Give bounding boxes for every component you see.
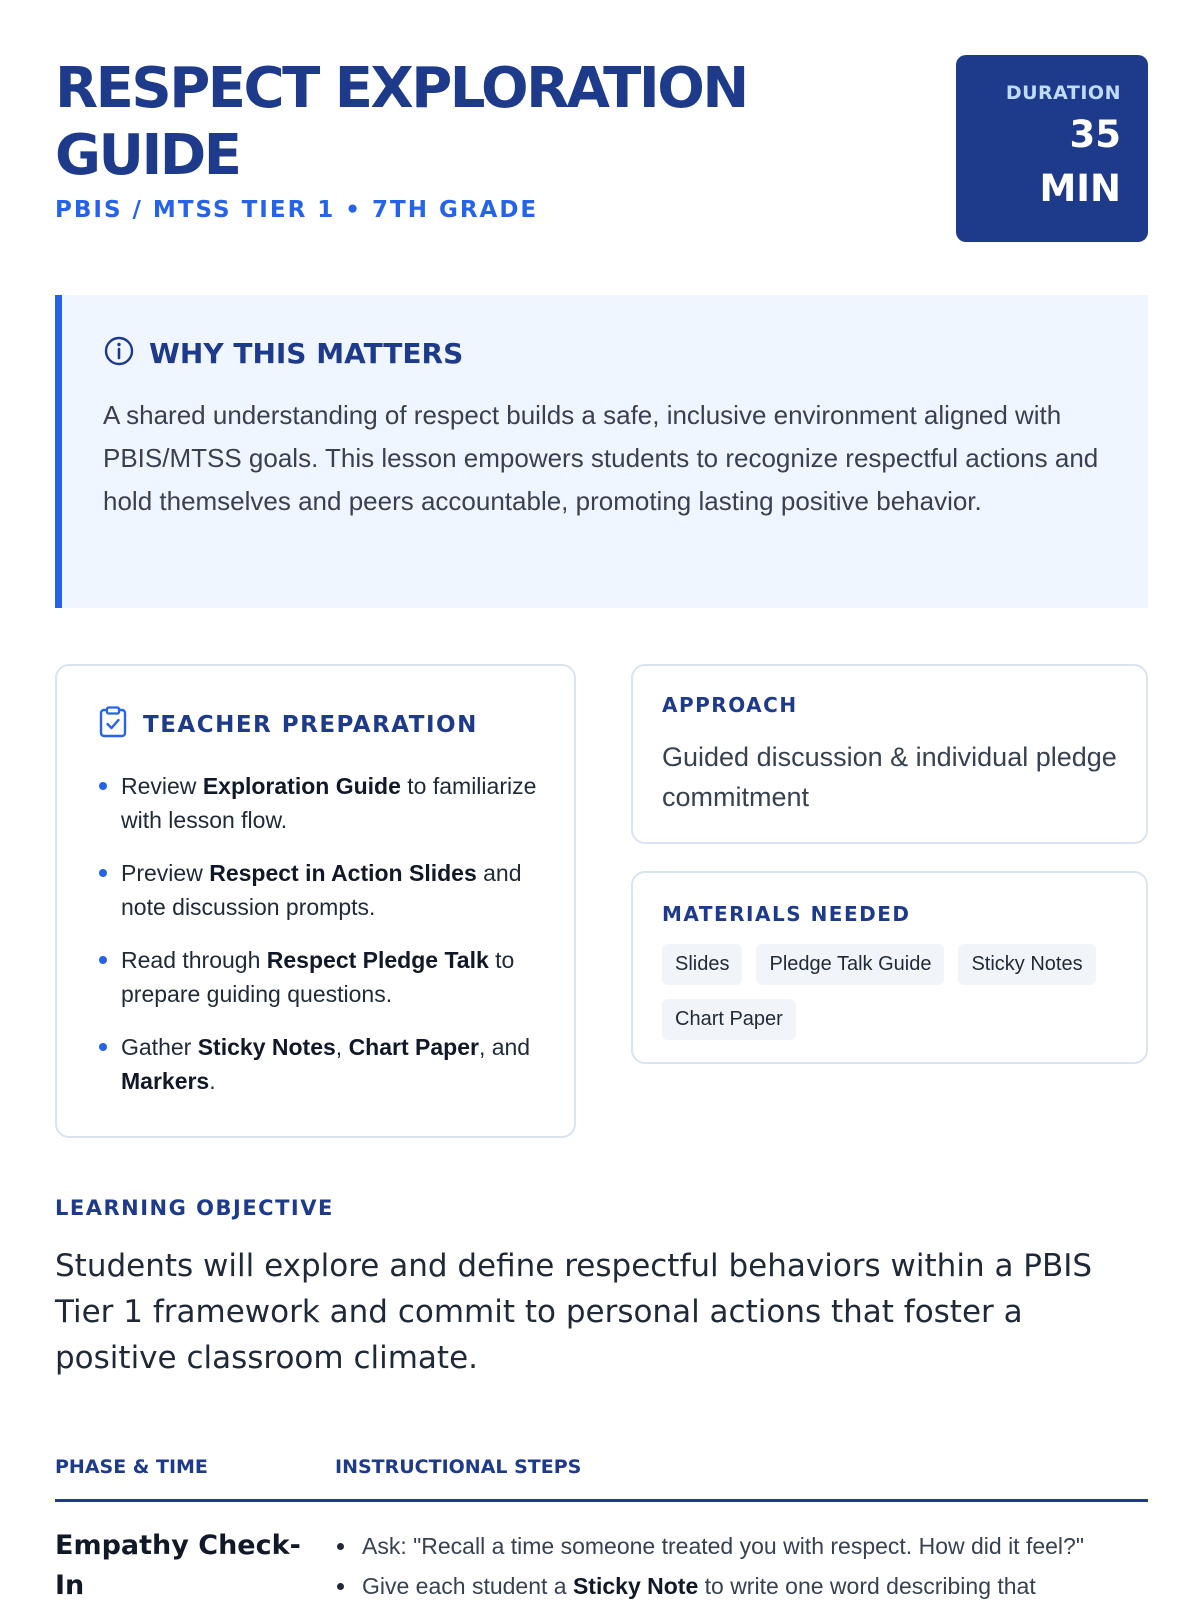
objective-label: LEARNING OBJECTIVE [55,1196,334,1220]
why-this-matters-box [55,295,1148,608]
clipboard-check-icon [99,706,127,743]
why-header [103,335,1108,372]
materials-tags [662,944,1118,1040]
prep-list [99,769,544,1098]
table-row [55,1502,1148,1600]
list-item: Gather Sticky Notes, Chart Paper, and Markers. [99,1030,544,1098]
step-item: Give each student a Sticky Note to write one word describing that [335,1566,1148,1600]
material-tag: Pledge Talk Guide [756,944,944,985]
approach-text: Guided discussion & individual pledge commitment [662,742,1117,812]
objective-text: Students will explore and define respectful behaviors within a PBIS Tier 1 framework and commit to personal actions that foster a positive classroom climate. [55,1248,1093,1376]
lesson-guide-page [55,0,1148,1600]
material-tag: Slides [662,944,742,985]
prep-title: TEACHER PREPARATION [143,711,478,738]
list-item: Preview Respect in Action Slides and note discussion prompts. [99,856,544,924]
list-item: Review Exploration Guide to familiarize with lesson flow. [99,769,544,837]
approach-card [631,664,1148,844]
why-text: A shared understanding of respect builds a safe, inclusive environment aligned with PBIS/MTSS goals. This lesson empowers students to recognize respectful actions and hold themselves and peers accountable, promoting lasting positive behavior. [103,400,1099,516]
page-title: RESPECT EXPLORATION GUIDE [55,56,747,188]
duration-badge [956,55,1148,242]
materials-card [631,871,1148,1064]
col-header-phase: PHASE & TIME [55,1456,208,1478]
list-item: Read through Respect Pledge Talk to prepare guiding questions. [99,943,544,1011]
col-header-steps: INSTRUCTIONAL STEPS [335,1456,582,1478]
phase-cell: Empathy Check-In [55,1530,301,1600]
teacher-preparation-card [55,664,576,1138]
why-title: WHY THIS MATTERS [149,337,464,370]
material-tag: Chart Paper [662,999,796,1040]
approach-label: APPROACH [662,693,798,717]
duration-value: 35 MIN [1039,113,1121,210]
page-subtitle: PBIS / MTSS TIER 1 • 7TH GRADE [55,197,539,223]
instruction-table [55,1456,1148,1600]
prep-header [99,706,544,743]
steps-cell [335,1526,1148,1600]
header [55,55,1148,245]
info-circle-icon [103,335,135,372]
material-tag: Sticky Notes [958,944,1095,985]
materials-label: MATERIALS NEEDED [662,902,911,926]
duration-label: DURATION [1005,82,1121,104]
table-header [55,1456,1148,1502]
step-item: Ask: "Recall a time someone treated you with respect. How did it feel?" [335,1526,1148,1566]
